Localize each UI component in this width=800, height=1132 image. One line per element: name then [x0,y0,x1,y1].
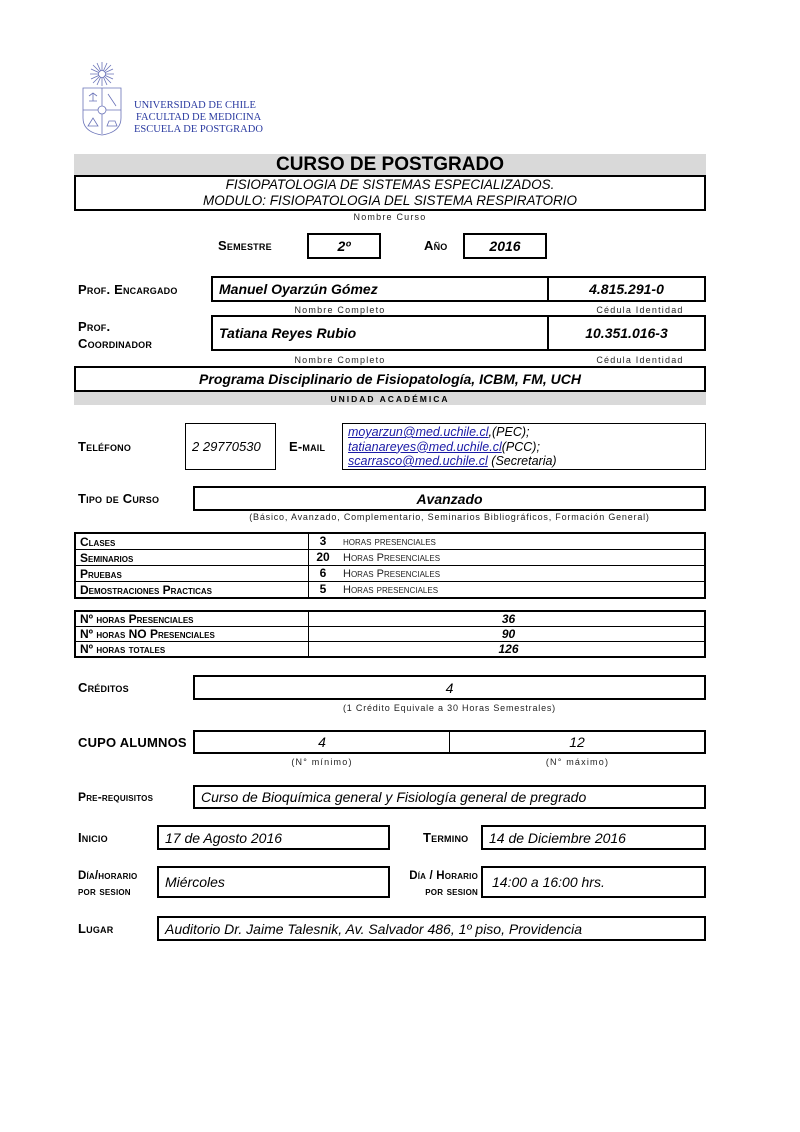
time-field [481,866,706,898]
prof-coordinador-name: Tatiana Reyes Rubio [219,325,357,341]
activity-name: Demostraciones Practicas [75,582,309,599]
email-entry-2 [348,440,700,455]
activity-name: Seminarios [75,550,309,566]
prof-encargado-name-field [211,276,549,302]
institution-name [134,100,263,136]
prerequisites-field [193,785,706,809]
location-value: Auditorio Dr. Jaime Talesnik, Av. Salvador 486, 1º piso, Providencia [165,920,583,937]
end-value: 14 de Diciembre 2016 [489,829,626,846]
academic-unit-name: Programa Disciplinario de Fisiopatología, ICBM, FM, UCH [199,371,581,387]
activity-unit: Horas Presenciales [343,552,441,564]
email-entry-3 [348,454,700,469]
course-type-value: Avanzado [416,490,483,507]
academic-unit-caption-text: UNIDAD ACADÉMICA [330,393,450,404]
capacity-min-value: 4 [318,734,326,750]
prerequisites-value: Curso de Bioquímica general y Fisiología general de pregrado [201,789,587,805]
table-row [75,611,705,627]
hours-summary-value: 126 [309,642,706,658]
time-value: 14:00 a 16:00 hrs. [492,874,605,890]
prof-encargado-id-field [547,276,706,302]
hours-summary-value: 36 [309,611,706,627]
activity-hours: 3 [319,534,327,548]
hours-summary-label: Nº horas NO Presenciales [75,627,309,642]
activity-name: Clases [75,533,309,550]
id-caption-2: Cédula Identidad [596,355,684,365]
activity-unit: Horas Presenciales [343,568,441,580]
credits-caption: (1 Crédito Equivale a 30 Horas Semestrales) [343,703,556,713]
course-name-line1: FISIOPATOLOGIA DE SISTEMAS ESPECIALIZADOS. [225,177,555,192]
institution-line-university: UNIVERSIDAD DE CHILE [134,100,256,111]
credits-label: Créditos [78,680,129,695]
end-field [481,825,706,850]
table-row [75,627,705,642]
table-row [75,642,705,658]
university-crest-icon [80,60,124,136]
table-row [75,550,705,566]
prof-coordinador-label-line1: Prof. [78,319,111,334]
year-value: 2016 [489,238,521,254]
day-label [78,868,137,900]
course-name-line2: MODULO: FISIOPATOLOGIA DEL SISTEMA RESPIRATORIO [202,193,578,208]
prof-encargado-label: Prof. Encargado [78,282,178,297]
phone-field [185,423,276,470]
institution-line-faculty: FACULTAD DE MEDICINA [136,112,262,123]
capacity-max-value: 12 [569,734,585,750]
course-type-field [193,486,706,511]
course-name-box [74,175,706,211]
activity-name: Pruebas [75,566,309,582]
page-title [74,154,706,175]
email-entry-1 [348,425,700,440]
capacity-min-field [193,730,451,754]
capacity-min-caption: (N° mínimo) [291,757,353,767]
location-field [157,916,706,941]
time-label [394,868,478,900]
academic-unit-caption [74,392,706,405]
year-label: Año [424,238,448,253]
prof-encargado-name: Manuel Oyarzún Gómez [219,281,378,297]
phone-value: 2 29770530 [192,439,261,454]
prof-coordinador-label [78,318,152,352]
day-field [157,866,390,898]
prof-encargado-id: 4.815.291-0 [589,281,664,297]
end-label: Termino [423,830,469,845]
table-row [75,582,705,599]
credits-field [193,675,706,700]
prof-coordinador-name-field [211,315,549,351]
location-label: Lugar [78,921,114,936]
time-label-line2: por sesion [425,886,478,898]
name-caption-1: Nombre Completo [294,305,386,315]
prerequisites-label: Pre-requisitos [78,790,154,804]
activity-unit: Horas presenciales [343,584,439,596]
hours-summary-table [74,610,706,658]
day-label-line1: Día/horario [78,870,138,882]
start-value: 17 de Agosto 2016 [165,829,283,846]
capacity-max-field [449,730,706,754]
semester-field [307,233,381,259]
day-value: Miércoles [165,874,225,890]
email-link-1[interactable]: moyarzun@med.uchile.cl [348,425,489,439]
activity-hours: 20 [316,550,330,564]
hours-summary-value: 90 [309,627,706,642]
capacity-max-caption: (N° máximo) [545,757,610,767]
time-label-line1: Día / Horario [409,870,478,882]
course-type-label: Tipo de Curso [78,491,160,506]
semester-label: Semestre [218,238,272,253]
course-name-caption: Nombre Curso [353,212,427,222]
hours-summary-label: Nº horas totales [75,642,309,658]
email-link-3[interactable]: scarrasco@med.uchile.cl [348,454,488,468]
page-title-text: CURSO DE POSTGRADO [275,153,505,175]
email-note-2: (PCC); [501,439,540,454]
phone-label: Teléfono [78,439,132,454]
email-link-2[interactable]: tatianareyes@med.uchile.cl [348,439,502,454]
prof-coordinador-label-line2: Coordinador [78,336,153,351]
email-field [342,423,706,470]
start-field [157,825,390,850]
start-label: Inicio [78,830,108,845]
activity-unit: horas presenciales [343,536,436,548]
table-row [75,533,705,550]
day-label-line2: por sesion [78,886,131,898]
email-note-1: ,(PEC); [488,425,530,439]
activity-hours: 6 [319,566,327,580]
table-row [75,566,705,582]
hours-summary-label: Nº horas Presenciales [75,611,309,627]
email-note-3: (Secretaria) [487,454,557,468]
id-caption-1: Cédula Identidad [596,305,684,315]
year-field [463,233,547,259]
activity-hours: 5 [319,582,327,596]
email-label: E-mail [289,439,326,454]
prof-coordinador-id: 10.351.016-3 [585,325,668,341]
activities-table [74,532,706,599]
credits-value: 4 [445,679,454,696]
capacity-label: CUPO ALUMNOS [78,735,187,750]
prof-coordinador-id-field [547,315,706,351]
name-caption-2: Nombre Completo [294,355,386,365]
semester-value: 2º [337,238,351,254]
course-type-caption: (Básico, Avanzado, Complementario, Seminarios Bibliográficos, Formación General) [249,512,650,522]
academic-unit-field [74,366,706,392]
institution-line-school: ESCUELA DE POSTGRADO [134,124,263,135]
